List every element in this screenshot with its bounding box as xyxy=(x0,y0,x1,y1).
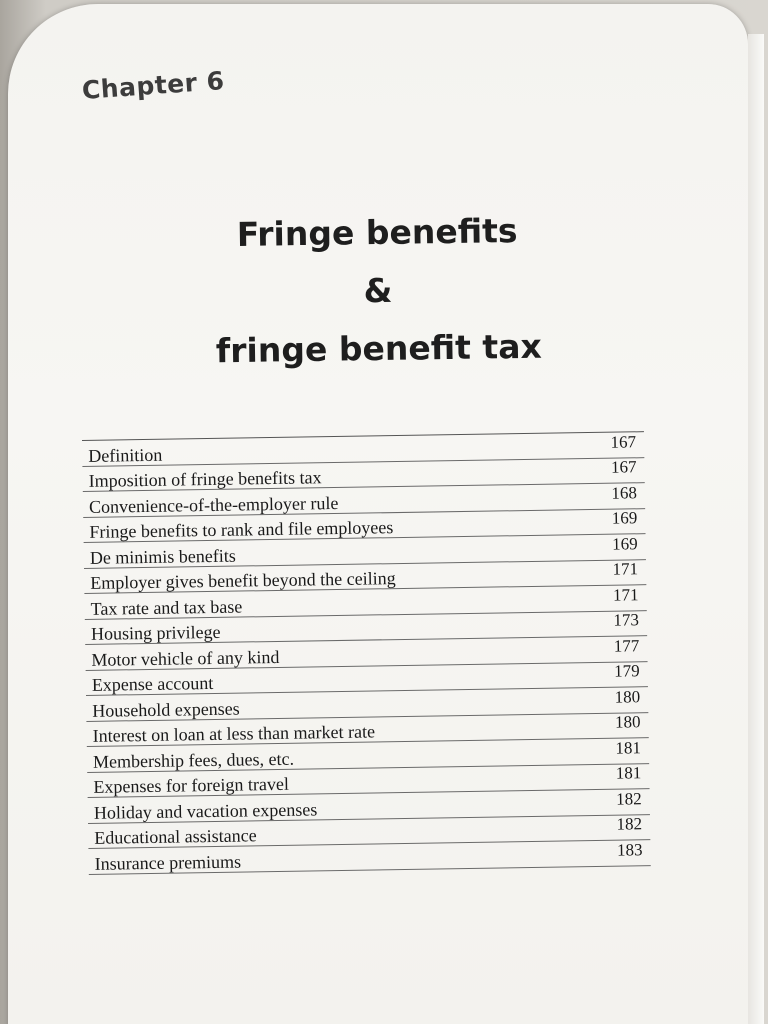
toc-entry-page: 177 xyxy=(613,635,640,656)
toc-entry-page: 181 xyxy=(615,737,642,758)
toc-entry-title: Convenience-of-the-employer rule xyxy=(88,492,339,517)
toc-entry-page: 167 xyxy=(610,431,637,452)
toc-entry-page: 179 xyxy=(614,661,640,681)
toc-entry-title: Interest on loan at less than market rate xyxy=(92,721,376,746)
toc-entry-page: 171 xyxy=(612,559,639,579)
title-line-1: Fringe benefits xyxy=(236,211,518,254)
toc-entry-page: 180 xyxy=(614,686,641,707)
toc-entry-page: 168 xyxy=(611,482,638,503)
toc-entry-page: 182 xyxy=(616,814,643,834)
toc-entry-title: Fringe benefits to rank and file employees xyxy=(89,517,394,542)
toc-entry-title: Membership fees, dues, etc. xyxy=(92,748,295,772)
toc-entry-title: Employer gives benefit beyond the ceiling xyxy=(90,568,396,593)
toc-entry-page: 167 xyxy=(610,457,637,477)
toc-entry-title: Expenses for foreign travel xyxy=(93,773,290,797)
toc-entry-page: 169 xyxy=(612,533,638,554)
toc-entry-title: Tax rate and tax base xyxy=(90,596,243,619)
title-line-2: fringe benefit tax xyxy=(215,326,542,371)
toc-entry-page: 180 xyxy=(614,712,641,732)
toc-entry-title: Definition xyxy=(88,444,163,466)
toc-entry-page: 181 xyxy=(615,763,642,783)
toc-entry-page: 169 xyxy=(611,508,638,528)
toc-entry-title: Insurance premiums xyxy=(94,851,242,874)
toc-entry-title: Motor vehicle of any kind xyxy=(91,646,280,670)
chapter-title xyxy=(157,201,599,381)
toc-entry-page: 173 xyxy=(613,610,640,630)
book-page xyxy=(8,4,748,1024)
toc-entry-title: Holiday and vacation expenses xyxy=(93,798,318,823)
toc-entry-title: Imposition of fringe benefits tax xyxy=(88,467,322,491)
toc-entry-title: Educational assistance xyxy=(94,825,257,848)
toc-entry-page: 171 xyxy=(612,584,639,605)
toc-entry-title: De minimis benefits xyxy=(89,545,236,568)
chapter-label: Chapter 6 xyxy=(80,66,226,105)
toc-entry-title: Household expenses xyxy=(92,698,240,721)
toc-entry-title: Expense account xyxy=(91,672,214,695)
title-ampersand: & xyxy=(363,270,393,311)
table-of-contents xyxy=(82,431,651,874)
toc-entry-page: 182 xyxy=(616,788,642,809)
toc-entry-title: Housing privilege xyxy=(90,621,221,644)
toc-entry-page: 183 xyxy=(616,839,643,860)
